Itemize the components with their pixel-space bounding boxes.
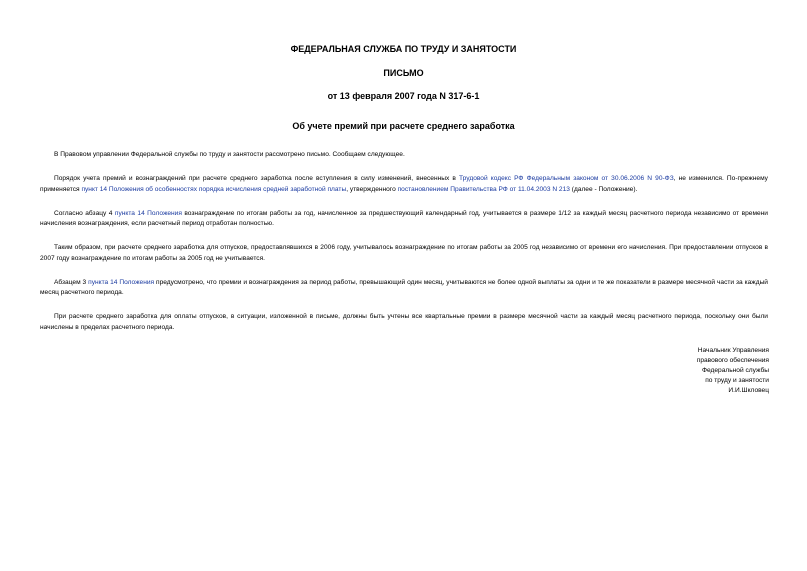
paragraph-6 bbox=[40, 312, 768, 333]
document-type: ПИСЬМО bbox=[383, 68, 424, 78]
link-regulation-clause-14[interactable]: пункт 14 Положения об особенностях порядка исчисления средней заработной платы bbox=[81, 185, 347, 193]
paragraph-2-text-3: , не изменился. По-прежнему применяется bbox=[40, 175, 768, 193]
signature-position-line-2: правового обеспечения bbox=[696, 357, 769, 364]
signature-position-line-1: Начальник Управления bbox=[697, 347, 769, 354]
link-labor-code[interactable]: Трудовой кодекс РФ bbox=[459, 175, 524, 182]
paragraph-2 bbox=[40, 174, 768, 195]
document-subject: Об учете премий при расчете среднего заработка bbox=[292, 121, 515, 131]
paragraph-4 bbox=[40, 243, 768, 264]
paragraph-2-text-4: , утвержденного bbox=[346, 185, 398, 193]
paragraph-1-text: В Правовом управлении Федеральной службы по труду и занятости рассмотрено письмо. Сообщаем следующее. bbox=[54, 151, 405, 158]
paragraph-3 bbox=[40, 209, 768, 230]
link-government-decree-213[interactable]: постановлением Правительства РФ от 11.04.2003 N 213 bbox=[397, 185, 570, 193]
paragraph-4-text: Таким образом, при расчете среднего заработка для отпусков, предоставлявшихся в 2006 году, учитывалось вознаграждение по итогам работы за 2005 год независимо от времени его начисления. При предоставлении отпусков в 2007 году вознаграждение по итогам работы за 2005 год не учитывается. bbox=[40, 244, 768, 262]
agency-title: ФЕДЕРАЛЬНАЯ СЛУЖБА ПО ТРУДУ И ЗАНЯТОСТИ bbox=[290, 44, 517, 54]
signature-position-line-4: по труду и занятости bbox=[705, 377, 769, 384]
link-clause-14-regulation[interactable]: пункта 14 Положения bbox=[114, 209, 182, 217]
paragraph-5 bbox=[40, 278, 768, 299]
paragraph-2-text-5: (далее - Положение). bbox=[569, 185, 638, 193]
signature-block bbox=[569, 346, 769, 396]
signature-position-line-3: Федеральной службы bbox=[701, 367, 769, 374]
paragraph-5-text-2: предусмотрено, что премии и вознаграждения за период работы, превышающий один месяц, учитываются не более одной выплаты за одни и те же показатели в размере месячной части за каждый месяц расчетного периода. bbox=[40, 278, 768, 296]
document-date-number: от 13 февраля 2007 года N 317-6-1 bbox=[327, 91, 480, 101]
paragraph-5-text-1: Абзацем 3 bbox=[54, 278, 89, 286]
paragraph-6-text: При расчете среднего заработка для оплаты отпусков, в ситуации, изложенной в письме, должны быть учтены все квартальные премии в размере месячной части за каждый месяц расчетного периода, поскольку они были начислены в пределах расчетного периода. bbox=[40, 313, 768, 331]
letter-body bbox=[40, 150, 768, 347]
signature-name: И.И.Шкловец bbox=[728, 387, 769, 394]
link-clause-14-regulation-2[interactable]: пункта 14 Положения bbox=[88, 278, 155, 286]
paragraph-3-text-1: Согласно абзацу 4 bbox=[54, 209, 115, 217]
paragraph-1 bbox=[40, 150, 768, 161]
link-federal-law-90fz[interactable]: Федеральным законом от 30.06.2006 N 90-ФЗ bbox=[526, 175, 674, 182]
paragraph-3-text-2: вознаграждение по итогам работы за год, начисленное за предшествующий календарный год, учитывается в размере 1/12 за каждый месяц расчетного периода независимо от времени начисления вознаграждения, если расчетный период отработан полностью. bbox=[40, 209, 768, 227]
paragraph-2-text-1: Порядок учета премий и вознаграждений при расчете среднего заработка после вступления в силу изменений, внесенных в bbox=[54, 175, 460, 182]
